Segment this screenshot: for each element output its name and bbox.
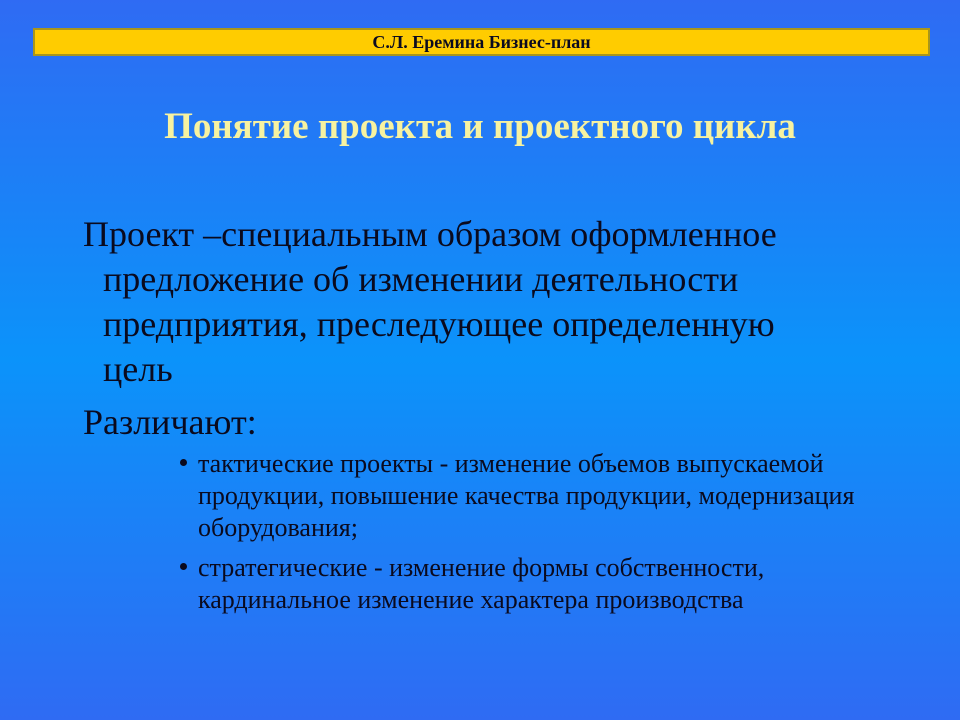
definition-line-3: предприятия, преследующее определенную <box>103 304 775 344</box>
bullet-line: стратегические - изменение формы собственности, <box>198 553 765 582</box>
bullet-dot-icon <box>180 459 187 466</box>
definition-line-2: предложение об изменении деятельности <box>103 259 739 299</box>
bullet-line: оборудования; <box>198 513 358 542</box>
bullet-item-strategic <box>180 552 854 616</box>
header-banner <box>33 28 930 56</box>
bullet-item-tactical <box>180 448 854 544</box>
bullet-list <box>180 448 854 624</box>
bullet-line: тактические проекты - изменение объемов выпускаемой <box>198 449 824 478</box>
definition-line-1: Проект –специальным образом оформленное <box>83 214 777 254</box>
slide-title: Понятие проекта и проектного цикла <box>164 106 796 147</box>
bullet-dot-icon <box>180 563 187 570</box>
bullet-text-tactical <box>198 448 854 544</box>
bullet-text-strategic <box>198 552 764 616</box>
bullet-line: кардинальное изменение характера производства <box>198 585 744 614</box>
definition-line-4: цель <box>103 349 173 389</box>
classification-heading: Различают: <box>83 402 257 442</box>
definition-paragraph <box>83 212 777 392</box>
bullet-line: продукции, повышение качества продукции, модернизация <box>198 481 855 510</box>
header-banner-label: С.Л. Еремина Бизнес-план <box>372 31 591 52</box>
